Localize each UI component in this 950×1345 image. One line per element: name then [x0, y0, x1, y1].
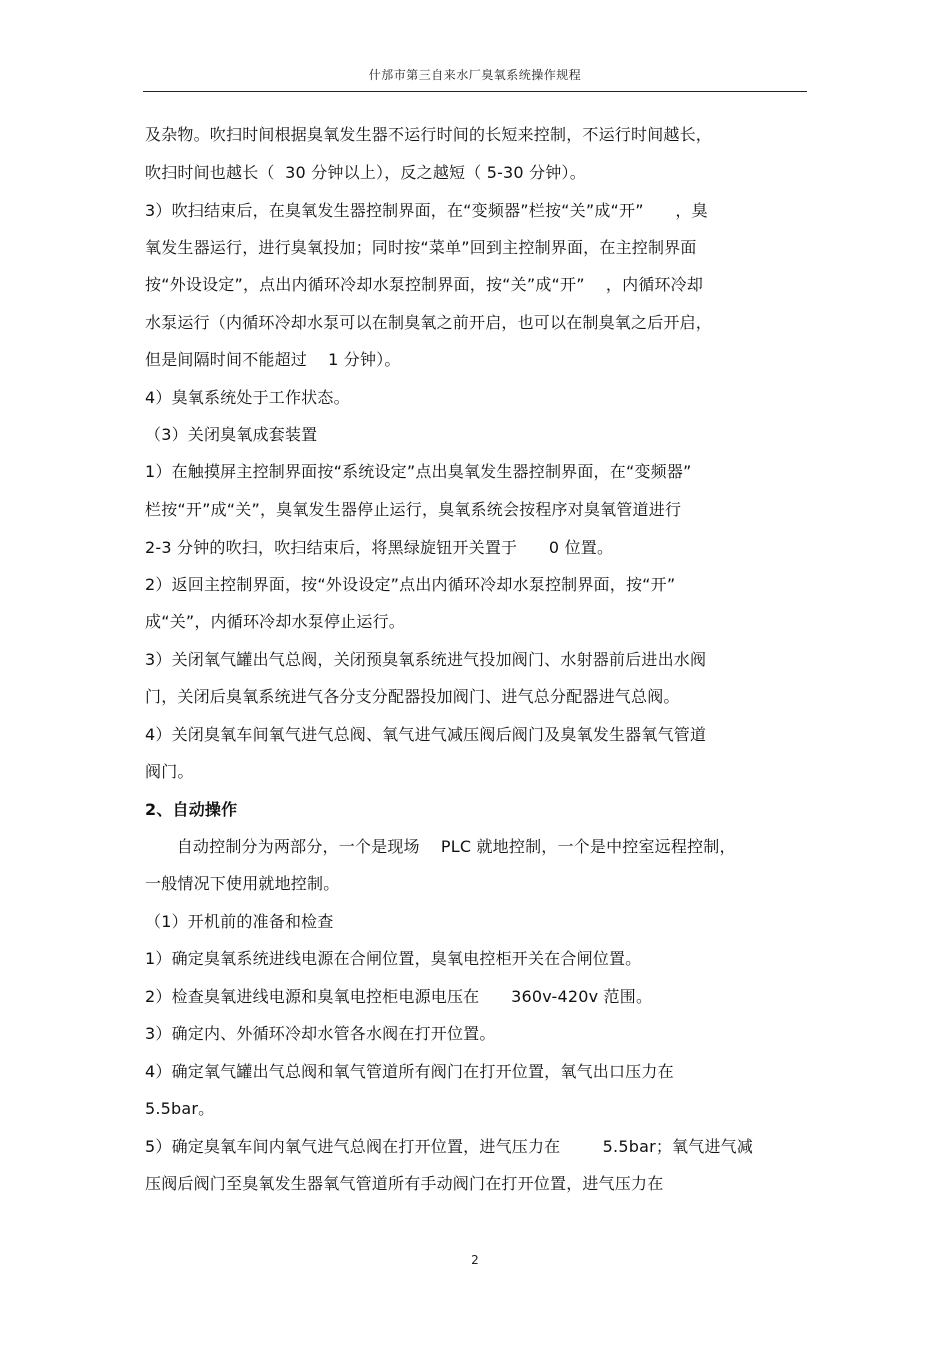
- body-line: 4）确定氧气罐出气总阀和氧气管道所有阀门在打开位置，氧气出口压力在: [145, 1062, 674, 1081]
- body-line: 4）关闭臭氧车间氧气进气总阀、氧气进气减压阀后阀门及臭氧发生器氧气管道: [145, 725, 707, 744]
- body-line: 成“关”，内循环冷却水泵停止运行。: [145, 612, 405, 631]
- running-header: 什邡市第三自来水厂臭氧系统操作规程: [368, 68, 582, 82]
- body-line: 氧发生器运行，进行臭氧投加；同时按“菜单”回到主控制界面，在主控制界面: [145, 238, 697, 257]
- body-line: 4）臭氧系统处于工作状态。: [145, 388, 350, 407]
- body-line: 3）确定内、外循环冷却水管各水阀在打开位置。: [145, 1024, 496, 1043]
- section-heading: （1）开机前的准备和检查: [145, 912, 334, 931]
- body-line: 门，关闭后臭氧系统进气各分支分配器投加阀门、进气总分配器进气总阀。: [145, 687, 680, 706]
- body-line: 但是间隔时间不能超过 1 分钟）。: [145, 350, 401, 369]
- body-line: 自动控制分为两部分，一个是现场 PLC 就地控制，一个是中控室远程控制，: [145, 837, 736, 856]
- body-line: 3）吹扫结束后，在臭氧发生器控制界面，在“变频器”栏按“关”成“开” ，臭: [145, 201, 708, 220]
- body-line: 一般情况下使用就地控制。: [145, 874, 340, 893]
- body-line: 5）确定臭氧车间内氧气进气总阀在打开位置，进气压力在 5.5bar；氧气进气减: [145, 1137, 754, 1156]
- body-line: 5.5bar。: [145, 1099, 215, 1118]
- body-line: 2）检查臭氧进线电源和臭氧电控柜电源电压在 360v-420v 范围。: [145, 987, 653, 1006]
- body-line: 水泵运行（内循环冷却水泵可以在制臭氧之前开启，也可以在制臭氧之后开启，: [145, 313, 713, 332]
- body-line: 及杂物。吹扫时间根据臭氧发生器不运行时间的长短来控制，不运行时间越长，: [145, 125, 713, 144]
- section-heading: （3）关闭臭氧成套装置: [145, 425, 318, 444]
- body-line: 吹扫时间也越长（ 30 分钟以上），反之越短（ 5-30 分钟）。: [145, 163, 586, 182]
- section-heading: 2、自动操作: [145, 800, 238, 819]
- header-divider: [143, 91, 807, 92]
- body-line: 3）关闭氧气罐出气总阀，关闭预臭氧系统进气投加阀门、水射器前后进出水阀: [145, 650, 707, 669]
- body-line: 栏按“开”成“关”，臭氧发生器停止运行，臭氧系统会按程序对臭氧管道进行: [145, 500, 682, 519]
- page-number: 2: [471, 1253, 479, 1267]
- body-line: 1）确定臭氧系统进线电源在合闸位置，臭氧电控柜开关在合闸位置。: [145, 949, 642, 968]
- body-line: 2-3 分钟的吹扫，吹扫结束后，将黑绿旋钮开关置于 0 位置。: [145, 538, 614, 557]
- body-line: 按“外设设定”，点出内循环冷却水泵控制界面，按“关”成“开” ，内循环冷却: [145, 275, 704, 294]
- body-line: 2）返回主控制界面，按“外设设定”点出内循环冷却水泵控制界面，按“开”: [145, 575, 676, 594]
- body-line: 1）在触摸屏主控制界面按“系统设定”点出臭氧发生器控制界面，在“变频器”: [145, 462, 692, 481]
- body-line: 阀门。: [145, 762, 194, 781]
- body-line: 压阀后阀门至臭氧发生器氧气管道所有手动阀门在打开位置，进气压力在: [145, 1174, 664, 1193]
